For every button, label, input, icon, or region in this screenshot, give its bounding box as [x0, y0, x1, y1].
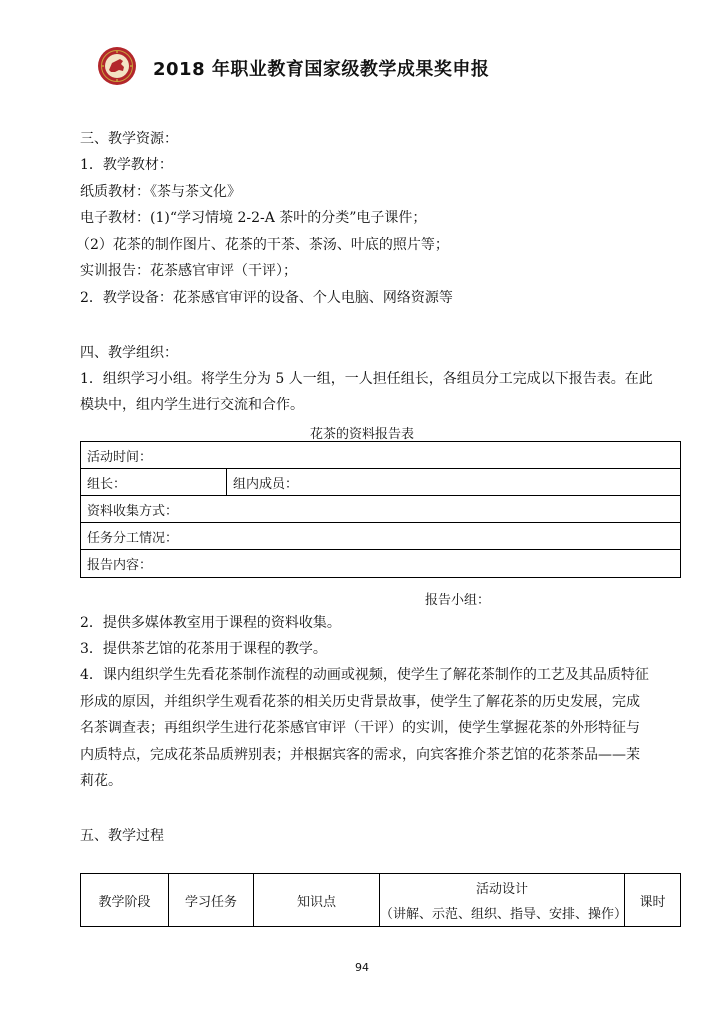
section3-heading: 三、教学资源：	[80, 131, 178, 147]
activity-design-title: 活动设计	[475, 882, 528, 897]
teaching-equipment-item: 2．教学设备：花茶感官审评的设备、个人电脑、网络资源等	[80, 290, 453, 306]
section4-heading: 四、教学组织：	[80, 345, 178, 361]
collection-method-cell: 资料收集方式：	[81, 496, 681, 523]
header-task: 学习任务	[169, 874, 254, 927]
leader-cell: 组长：	[81, 469, 227, 496]
org-item1-line2: 模块中，组内学生进行交流和合作。	[80, 397, 304, 413]
org-item4-line2: 形成的原因，并组织学生观看花茶的相关历史背景故事，使学生了解花茶的历史发展，完成	[80, 694, 640, 710]
report-group-label: 报告小组：	[425, 593, 491, 608]
report-form-table	[80, 441, 681, 578]
paper-material: 纸质教材：《茶与茶文化》	[80, 184, 241, 200]
org-item1-line1: 1．组织学习小组。将学生分为 5 人一组，一人担任组长，各组员分工完成以下报告表。在此	[80, 371, 653, 387]
section5-heading: 五、教学过程	[80, 828, 164, 844]
header-hours: 课时	[625, 874, 681, 927]
activity-design-subtitle: （讲解、示范、组织、指导、安排、操作）	[380, 907, 628, 922]
school-seal-logo	[97, 46, 137, 86]
page-number: 94	[355, 961, 369, 974]
org-item4-line3: 名茶调查表；再组织学生进行花茶感官审评（干评）的实训，使学生掌握花茶的外形特征与	[80, 720, 640, 736]
org-item4-line1: 4．课内组织学生先看花茶制作流程的动画或视频，使学生了解花茶制作的工艺及其品质特征	[80, 667, 649, 683]
electronic-material-2: （2）花茶的制作图片、花茶的干茶、茶汤、叶底的照片等；	[76, 237, 449, 253]
members-cell: 组内成员：	[227, 469, 681, 496]
practical-report: 实训报告：花茶感官审评（干评）；	[80, 263, 297, 279]
activity-time-cell: 活动时间：	[81, 442, 681, 469]
header-knowledge: 知识点	[254, 874, 380, 927]
org-item4-line4: 内质特点，完成花茶品质辨别表；并根据宾客的需求，向宾客推介茶艺馆的花茶茶品——茉	[80, 747, 640, 763]
teaching-materials-item: 1．教学教材：	[80, 157, 173, 173]
report-table-caption: 花茶的资料报告表	[309, 427, 414, 442]
org-item2: 2．提供多媒体教室用于课程的资料收集。	[80, 615, 341, 631]
header-stage: 教学阶段	[81, 874, 169, 927]
teaching-process-table	[80, 873, 681, 927]
electronic-material: 电子教材：(1)“学习情境 2-2-A 茶叶的分类”电子课件；	[80, 210, 427, 226]
task-division-cell: 任务分工情况：	[81, 523, 681, 550]
org-item3: 3．提供茶艺馆的花茶用于课程的教学。	[80, 641, 327, 657]
org-item4-line5: 莉花。	[80, 773, 122, 789]
report-content-cell: 报告内容：	[81, 550, 681, 578]
header-activity-design	[380, 874, 628, 927]
page-header-title: 2018 年职业教育国家级教学成果奖申报	[153, 59, 490, 80]
